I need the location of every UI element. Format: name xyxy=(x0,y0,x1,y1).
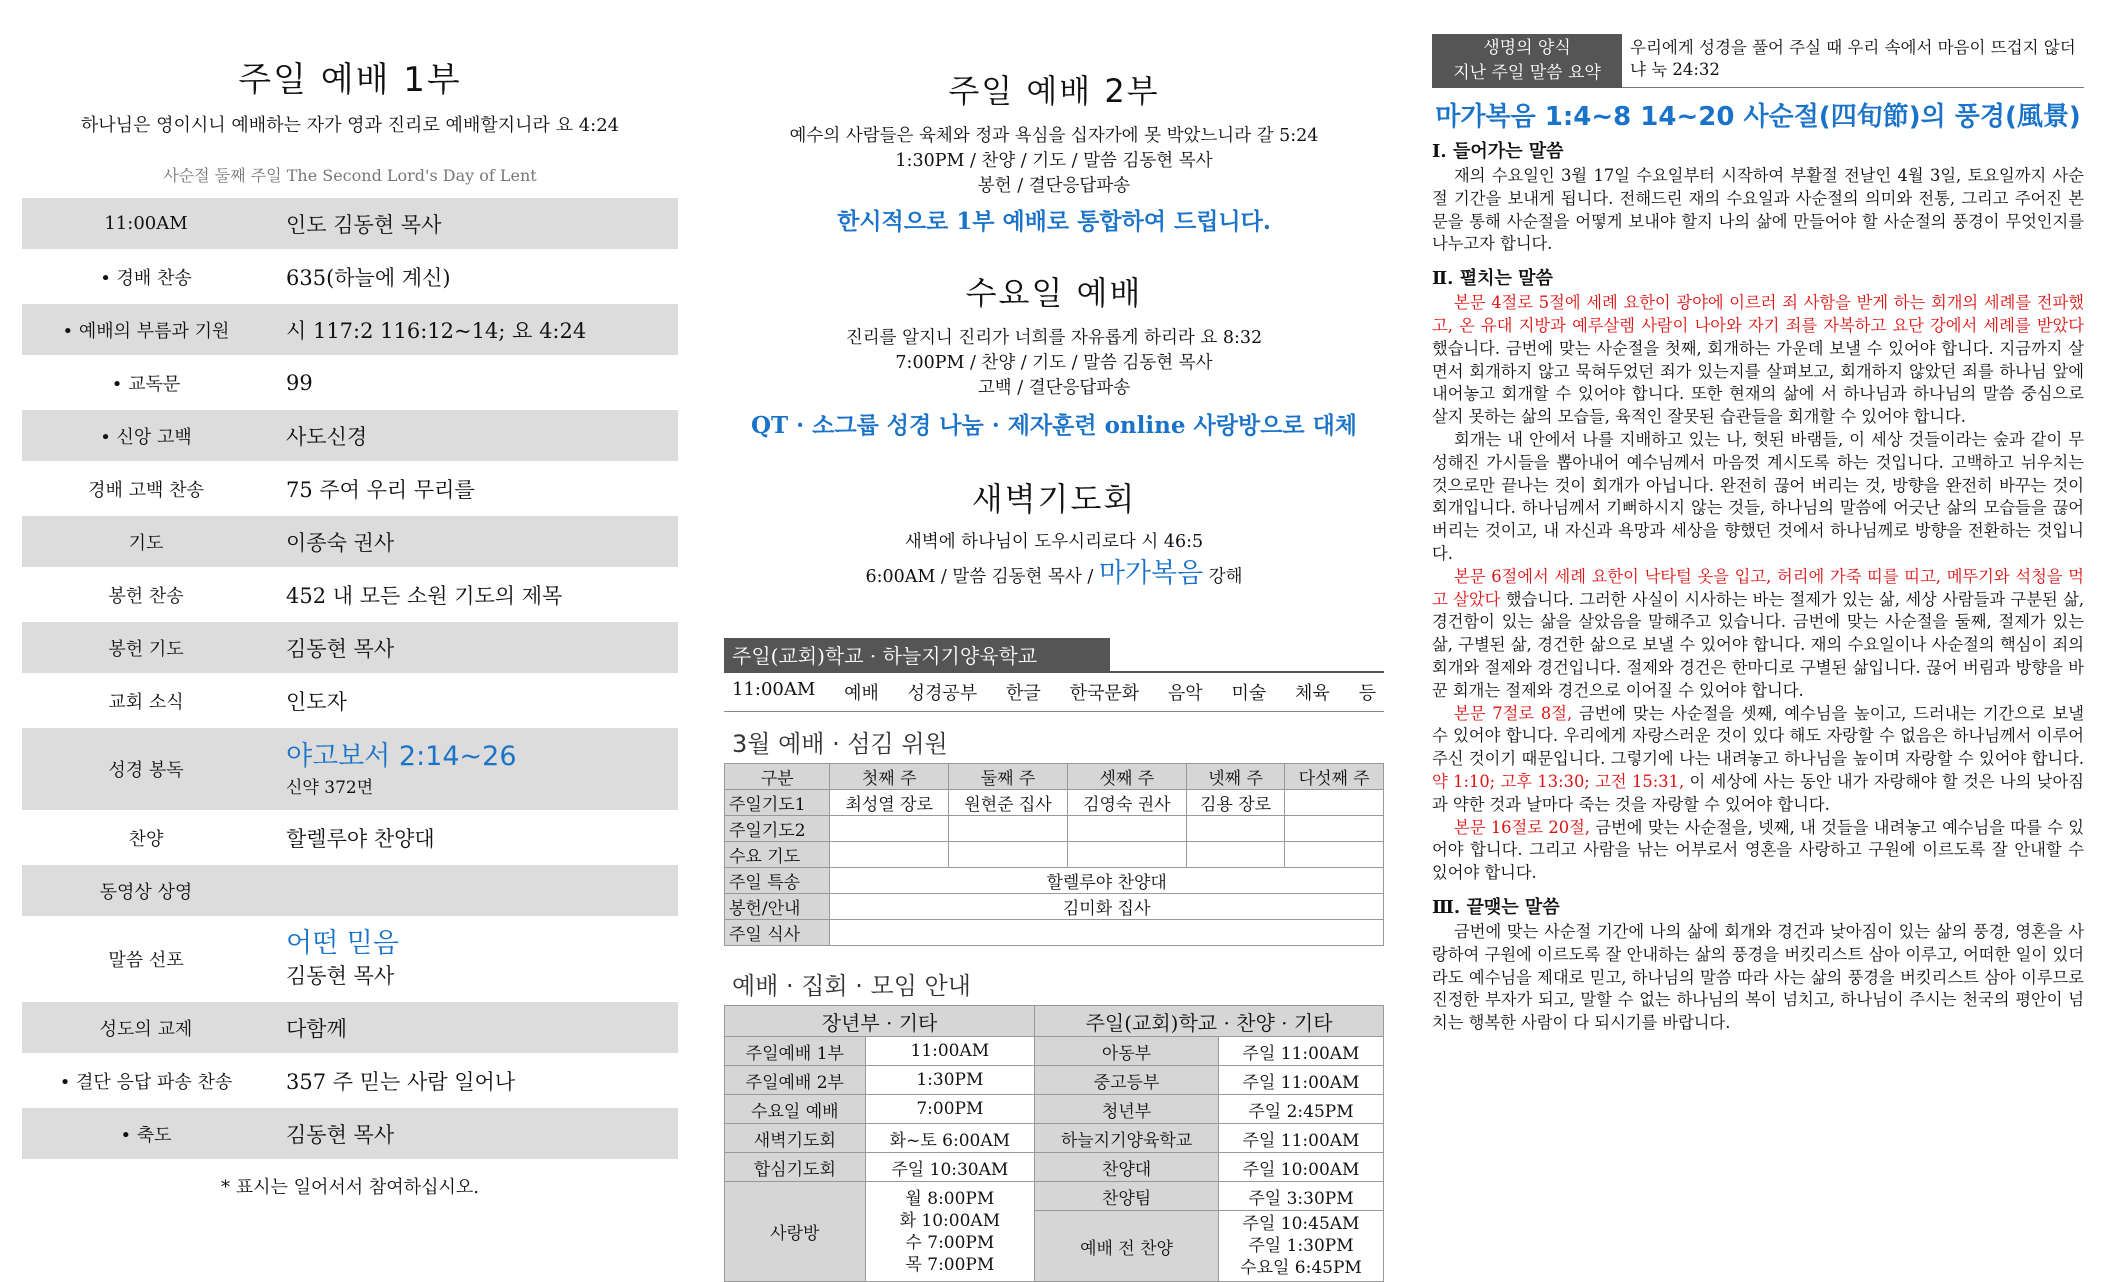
table-row xyxy=(725,1066,1384,1095)
service2-notice: 한시적으로 1부 예배로 통합하여 드립니다. xyxy=(837,208,1271,235)
table-cell: 주일 특송 xyxy=(725,868,830,894)
table-cell: 찬양팀 xyxy=(1035,1182,1219,1211)
table-cell: 주일예배 2부 xyxy=(725,1066,866,1095)
order-row xyxy=(22,516,678,567)
table-cell: 합심기도회 xyxy=(725,1153,866,1182)
column-header: 넷째 주 xyxy=(1186,764,1285,790)
table-cell xyxy=(830,920,1384,946)
table-cell: 중고등부 xyxy=(1035,1066,1219,1095)
committee-title: 3월 예배 · 섬김 위원 xyxy=(732,730,948,758)
school-item: 성경공부 xyxy=(907,683,978,704)
column-header: 다섯째 주 xyxy=(1285,764,1384,790)
scripture-page: 신약 372면 xyxy=(286,777,374,798)
pre-worship-time: 주일 10:45AM xyxy=(1242,1214,1360,1234)
summary-paragraph-4 xyxy=(1432,566,2084,703)
table-cell xyxy=(949,842,1068,868)
order-row xyxy=(22,569,678,620)
order-row xyxy=(22,357,678,408)
scripture-ref-red: 본문 7절로 8절, xyxy=(1454,703,1573,723)
order-value: 635(하늘에 계신) xyxy=(286,265,451,290)
school-items xyxy=(724,673,1384,712)
service1-verse: 하나님은 영이시니 예배하는 자가 영과 진리로 예배할지니라 요 4:24 xyxy=(80,115,620,136)
meetings-title: 예배 · 집회 · 모임 안내 xyxy=(732,972,971,1000)
dawn-line-prefix: 6:00AM / 말씀 김동현 목사 / xyxy=(865,567,1094,587)
paragraph-text: 금번에 맞는 사순절을, 넷째, 내 것들을 내려놓고 예수님을 따를 수 있어야 합니다. 그리고 사람을 낚는 어부로서 영혼을 사랑하고 구원에 이르도록 잘 안내할 수 있어야 합니다. xyxy=(1432,817,2084,883)
order-row xyxy=(22,865,678,916)
order-label: • 교독문 xyxy=(111,373,181,395)
dawn-suffix: 강해 xyxy=(1208,567,1243,587)
table-row xyxy=(725,920,1384,946)
table-cell xyxy=(1067,816,1186,842)
school-item: 예배 xyxy=(844,683,879,704)
meetings-table xyxy=(724,1005,1384,1282)
school-item: 한글 xyxy=(1006,683,1041,704)
school-band-wrap xyxy=(724,638,1384,673)
scripture-ref-red: 본문 16절로 20절, xyxy=(1454,817,1590,837)
table-cell xyxy=(949,816,1068,842)
order-label: • 축도 xyxy=(120,1124,172,1146)
order-label: 봉헌 기도 xyxy=(108,638,184,660)
table-cell: 새벽기도회 xyxy=(725,1124,866,1153)
column-header: 셋째 주 xyxy=(1067,764,1186,790)
table-cell xyxy=(1186,842,1285,868)
wednesday-line2: 고백 / 결단응답파송 xyxy=(977,378,1131,398)
summary-paragraph-6 xyxy=(1432,817,2084,885)
order-label: 기도 xyxy=(128,532,164,554)
order-row xyxy=(22,1055,678,1106)
worship-order xyxy=(22,198,678,1159)
dawn-title: 새벽기도회 xyxy=(971,480,1137,518)
order-label: • 예배의 부름과 기원 xyxy=(62,320,230,342)
table-row xyxy=(725,816,1384,842)
order-label: • 경배 찬송 xyxy=(100,267,192,289)
column-header: 주일(교회)학교 · 찬양 · 기타 xyxy=(1035,1006,1384,1037)
order-label: 교회 소식 xyxy=(108,691,184,713)
order-value: 시 117:2 116:12~14; 요 4:24 xyxy=(286,318,587,343)
summary-paragraph-7: 금번에 맞는 사순절 기간에 나의 삶에 회개와 경건과 낮아짐이 있는 삶의 풍경, 영혼을 사랑하여 구원에 이르도록 잘 안내하는 삶의 풍경을 버킷리스트 삼아 이루고, 어떠한 일이 있더라도 예수님을 제대로 믿고, 하나님의 말씀 따라 사는 삶의 풍경을 버킷리스트 삼아 이루므로 진정한 부자가 되고, 말할 수 없는 하나님의 복이 넘치고, 하나님이 주시는 천국의 평안이 넘치는 행복한 사람이 다 되시기를 바랍니다. xyxy=(1432,921,2084,1033)
order-row xyxy=(22,304,678,355)
section-heading-2: Ⅱ. 펼치는 말씀 xyxy=(1432,268,1553,290)
sarang-time: 목 7:00PM xyxy=(905,1254,995,1275)
order-label: 11:00AM xyxy=(104,213,188,234)
table-cell: 수요 기도 xyxy=(725,842,830,868)
standing-note: * 표시는 일어서서 참여하십시오. xyxy=(221,1177,479,1198)
order-row xyxy=(22,1002,678,1053)
table-cell: 주일예배 1부 xyxy=(725,1037,866,1066)
paragraph-text: 했습니다. 금번에 맞는 사순절을 첫째, 회개하는 가운데 보낼 수 있어야 합니다. 지금까지 살면서 회개하지 않고 묵혀두었던 죄가 있는지를 살펴보고, 회개하지 않았던 죄를 하나님 앞에 내어놓고 회개할 수 있어야 합니다. 또한 현재의 삶에 서 하나님과 하나님의 말씀 중심으로 살지 못하는 삶의 모습들, 육적인 잘못된 습관들을 회개할 수 있어야 합니다. xyxy=(1432,338,2084,427)
pre-worship-time: 주일 1:30PM xyxy=(1248,1236,1354,1256)
order-value xyxy=(270,928,678,990)
section-heading-1: Ⅰ. 들어가는 말씀 xyxy=(1432,141,1564,162)
scripture-ref-red: 약 1:10; 고후 13:30; 고전 15:31, xyxy=(1432,771,1685,791)
service2-verse: 예수의 사람들은 육체와 정과 욕심을 십자가에 못 박았느니라 갈 5:24 xyxy=(789,126,1319,146)
dawn-verse: 새벽에 하나님이 도우시리로다 시 46:5 xyxy=(904,532,1204,552)
order-row xyxy=(22,251,678,302)
table-cell: 원현준 집사 xyxy=(949,790,1068,816)
table-cell: 하늘지기양육학교 xyxy=(1035,1124,1219,1153)
order-label: 봉헌 찬송 xyxy=(108,585,184,607)
table-cell xyxy=(830,842,949,868)
table-cell: 주일 3:30PM xyxy=(1218,1182,1383,1211)
paragraph-text: 금번에 맞는 사순절을 셋째, 예수님을 높이고, 드러내는 기간으로 보낼 수 있어야 합니다. 우리에게 자랑스러운 것이 있다 해도 자랑할 수 없음은 하나님께서 이루어주신 것이기 때문입니다. 그렇기에 나는 내려놓고 하나님을 높이며 자랑할 수 있어야 합니다. xyxy=(1432,703,2084,769)
table-cell: 주일 11:00AM xyxy=(1218,1066,1383,1095)
table-header-row xyxy=(725,764,1384,790)
order-value: 357 주 믿는 사람 일어나 xyxy=(286,1069,516,1094)
sarang-time: 월 8:00PM xyxy=(905,1188,995,1209)
order-label: 찬양 xyxy=(128,828,164,850)
summary-header-label xyxy=(1432,34,1622,88)
sermon-summary-column xyxy=(1432,34,2084,1035)
order-value: 452 내 모든 소원 기도의 제목 xyxy=(286,583,563,608)
table-row xyxy=(725,1182,1384,1211)
order-label: 성도의 교제 xyxy=(99,1018,193,1040)
table-row xyxy=(725,1124,1384,1153)
order-value: 인도자 xyxy=(286,689,347,714)
table-cell xyxy=(1067,842,1186,868)
table-cell: 주일 11:00AM xyxy=(1218,1124,1383,1153)
table-cell: 최성열 장로 xyxy=(830,790,949,816)
table-row xyxy=(725,868,1384,894)
summary-header-label1: 생명의 양식 xyxy=(1483,38,1571,58)
scripture-ref-red: 본문 6절에서 세례 요한이 낙타털 옷을 입고, 허리에 가죽 띠를 띠고, 메뚜기와 석청을 먹고 살았다 xyxy=(1432,566,2084,609)
order-value: 할렐루야 찬양대 xyxy=(286,826,435,851)
summary-header xyxy=(1432,34,2084,88)
order-row xyxy=(22,463,678,514)
column-header: 구분 xyxy=(725,764,830,790)
school-item: 체육 xyxy=(1295,683,1330,704)
service1-title: 주일 예배 1부 xyxy=(238,60,462,100)
dawn-line xyxy=(724,558,1384,590)
service1-subtitle: 사순절 둘째 주일 The Second Lord's Day of Lent xyxy=(163,166,537,185)
table-cell: 7:00PM xyxy=(865,1095,1034,1124)
table-cell: 예배 전 찬양 xyxy=(1035,1211,1219,1282)
order-value xyxy=(270,741,678,798)
summary-paragraph-1: 재의 수요일인 3월 17일 수요일부터 시작하여 부활절 전날인 4월 3일, 토요일까지 사순절 기간을 보내게 됩니다. 전해드린 재의 수요일과 사순절의 의미와 전통, 그리고 주어진 본문을 통해 사순절을 어떻게 보내야 할지 나의 삶에 만들어야 할 사순절의 풍경이 무엇인지를 나누고자 합니다. xyxy=(1432,166,2084,254)
wednesday-title: 수요일 예배 xyxy=(965,274,1143,312)
order-value: 99 xyxy=(286,370,313,395)
summary-header-verse: 우리에게 성경을 풀어 주실 때 우리 속에서 마음이 뜨겁지 않더냐 눅 24:32 xyxy=(1622,34,2084,88)
order-value: 75 주여 우리 무리를 xyxy=(286,477,475,502)
table-row xyxy=(725,842,1384,868)
order-value: 인도 김동현 목사 xyxy=(286,212,442,237)
pre-worship-time: 수요일 6:45PM xyxy=(1240,1258,1362,1278)
order-value: 김동현 목사 xyxy=(286,636,395,661)
order-label: 성경 봉독 xyxy=(108,760,184,781)
scripture-reference: 야고보서 2:14~26 xyxy=(286,740,517,772)
table-header-row xyxy=(725,1006,1384,1037)
order-label: 동영상 상영 xyxy=(99,881,193,903)
table-row xyxy=(725,1095,1384,1124)
order-row xyxy=(22,812,678,863)
table-cell: 김영숙 권사 xyxy=(1067,790,1186,816)
school-item: 음악 xyxy=(1167,683,1203,704)
table-cell: 주일 2:45PM xyxy=(1218,1095,1383,1124)
table-row xyxy=(725,1037,1384,1066)
wednesday-notice: QT · 소그룹 성경 나눔 · 제자훈련 online 사랑방으로 대체 xyxy=(750,412,1358,439)
sarang-times xyxy=(865,1182,1034,1282)
paragraph-text: 이 세상에 사는 동안 내가 자랑해야 할 것은 나의 낮아짐과 약한 것과 날마다 죽는 것을 자랑할 수 있어야 합니다. xyxy=(1432,771,2084,814)
wednesday-line1: 7:00PM / 찬양 / 기도 / 말씀 김동현 목사 xyxy=(895,353,1213,373)
sarang-time: 화 10:00AM xyxy=(899,1210,1001,1231)
table-cell xyxy=(1285,790,1384,816)
sermon-row xyxy=(22,918,678,1000)
sermon-preacher: 김동현 목사 xyxy=(286,964,395,988)
table-cell: 할렐루야 찬양대 xyxy=(830,868,1384,894)
table-cell: 찬양대 xyxy=(1035,1153,1219,1182)
table-cell: 1:30PM xyxy=(865,1066,1034,1095)
services-column xyxy=(724,0,1384,1282)
table-cell: 아동부 xyxy=(1035,1037,1219,1066)
table-cell xyxy=(1285,816,1384,842)
service2-line2: 봉헌 / 결단응답파송 xyxy=(977,176,1131,196)
table-cell xyxy=(830,816,949,842)
service1-column xyxy=(22,0,678,1199)
table-cell: 김미화 집사 xyxy=(830,894,1384,920)
school-item: 미술 xyxy=(1231,683,1267,704)
order-row xyxy=(22,622,678,673)
school-item: 11:00AM xyxy=(732,679,816,700)
table-cell xyxy=(1186,816,1285,842)
summary-paragraph-3: 회개는 내 안에서 나를 지배하고 있는 나, 헛된 바램들, 이 세상 것들이라는 숲과 같이 무성해진 가시들을 뽑아내어 예수님께서 마음껏 계시도록 하는 것입니다. 고백하고 뉘우치는 것으로만 끝나는 것이 회개가 아닙니다. 완전히 끊어 버리는 것, 방향을 완전히 바꾸는 것이 회개입니다. 하나님께서 기뻐하시지 않는 것들, 하나님의 말씀에 어긋난 삶의 모습들을 끊어 버리는 것이고, 내 자신과 욕망과 세상을 향했던 것에서 하나님께로 방향을 전환하는 것입니다. xyxy=(1432,429,2084,563)
pre-worship-times xyxy=(1218,1211,1383,1282)
table-cell: 11:00AM xyxy=(865,1037,1034,1066)
sermon-title: 어떤 믿음 xyxy=(286,928,399,959)
table-row xyxy=(725,790,1384,816)
school-band: 주일(교회)학교 · 하늘지기양육학교 xyxy=(724,638,1110,671)
table-cell: 주일기도1 xyxy=(725,790,830,816)
table-cell: 화~토 6:00AM xyxy=(865,1124,1034,1153)
table-cell: 수요일 예배 xyxy=(725,1095,866,1124)
order-value: 김동현 목사 xyxy=(286,1122,395,1147)
column-header: 둘째 주 xyxy=(949,764,1068,790)
committee-table xyxy=(724,763,1384,946)
table-cell: 주일 10:30AM xyxy=(865,1153,1034,1182)
order-label: 말씀 선포 xyxy=(108,950,184,971)
dawn-book: 마가복음 xyxy=(1098,558,1204,589)
school-item: 등 xyxy=(1358,683,1376,704)
order-row xyxy=(22,1108,678,1159)
column-header: 장년부 · 기타 xyxy=(725,1006,1035,1037)
order-label: 경배 고백 찬송 xyxy=(88,479,204,501)
order-value: 사도신경 xyxy=(286,424,368,449)
summary-paragraph-2 xyxy=(1432,292,2084,429)
order-label: • 신앙 고백 xyxy=(100,426,192,448)
summary-paragraph-5 xyxy=(1432,703,2084,817)
order-row xyxy=(22,675,678,726)
order-row xyxy=(22,198,678,249)
order-value: 이종숙 권사 xyxy=(286,530,395,555)
table-cell: 봉헌/안내 xyxy=(725,894,830,920)
table-cell: 주일 11:00AM xyxy=(1218,1037,1383,1066)
sarang-time: 수 7:00PM xyxy=(905,1232,995,1253)
table-row xyxy=(725,1153,1384,1182)
table-cell: 주일 10:00AM xyxy=(1218,1153,1383,1182)
wednesday-verse: 진리를 알지니 진리가 너희를 자유롭게 하리라 요 8:32 xyxy=(845,328,1263,348)
table-cell: 김용 장로 xyxy=(1186,790,1285,816)
service2-title: 주일 예배 2부 xyxy=(948,72,1160,110)
table-cell xyxy=(1285,842,1384,868)
summary-header-label2: 지난 주일 말씀 요약 xyxy=(1453,63,1601,83)
column-header: 첫째 주 xyxy=(830,764,949,790)
scripture-ref-red: 본문 4절로 5절에 세례 요한이 광야에 이르러 죄 사함을 받게 하는 회개의 세례를 전파했고, 온 유대 지방과 예루살렘 사람이 나아와 자기 죄를 자복하고 요단 강에서 세례를 받았다 xyxy=(1432,293,2084,335)
summary-title: 마가복음 1:4~8 14~20 사순절(四旬節)의 풍경(風景) xyxy=(1435,102,2081,132)
order-row xyxy=(22,410,678,461)
section-heading-3: Ⅲ. 끝맺는 말씀 xyxy=(1432,896,1560,918)
service2-line1: 1:30PM / 찬양 / 기도 / 말씀 김동현 목사 xyxy=(895,151,1213,171)
order-label: • 결단 응답 파송 찬송 xyxy=(59,1071,233,1093)
table-row xyxy=(725,894,1384,920)
table-cell: 주일 식사 xyxy=(725,920,830,946)
order-value: 다함께 xyxy=(286,1016,347,1041)
table-cell: 사랑방 xyxy=(725,1182,866,1282)
school-item: 한국문화 xyxy=(1069,683,1140,704)
table-cell: 주일기도2 xyxy=(725,816,830,842)
scripture-row xyxy=(22,728,678,810)
table-cell: 청년부 xyxy=(1035,1095,1219,1124)
paragraph-text: 했습니다. 그러한 사실이 시사하는 바는 절제가 있는 삶, 세상 사람들과 구분된 삶, 경건함이 있는 삶을 살았음을 말해주고 있습니다. 금번에 맞는 사순절을 둘째, 절제가 있는 삶, 구별된 삶, 경건한 삶으로 보낼 수 있어야 합니다. 재의 수요일이나 사순절의 핵심이 죄의 회개와 절제와 경건입니다. 절제와 경건은 한마디로 구별된 삶입니다. 끊어 버림과 방향을 바꾼 회개는 절제와 경건으로 이어질 수 있어야 합니다. xyxy=(1432,589,2085,700)
